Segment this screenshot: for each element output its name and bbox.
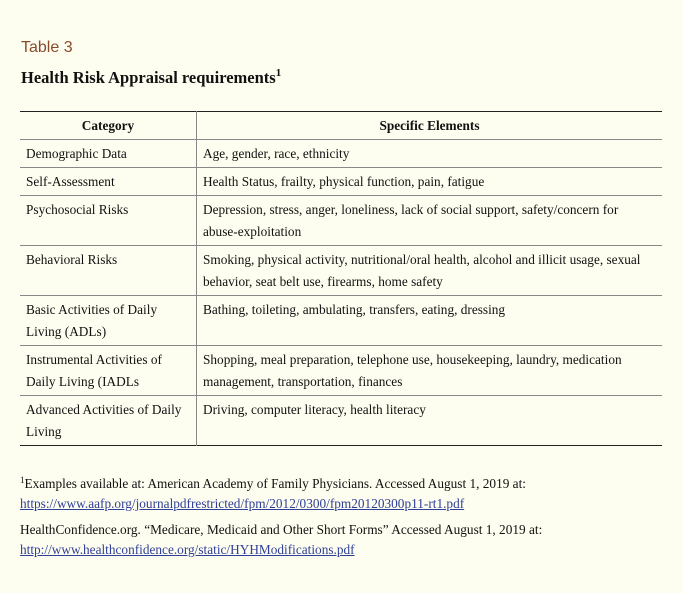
category-cell: Self-Assessment (20, 168, 197, 196)
elements-cell: Depression, stress, anger, loneliness, lack of social support, safety/concern for abuse-exploitation (197, 196, 663, 246)
column-header-specific-elements: Specific Elements (197, 112, 663, 140)
table-row (20, 246, 662, 296)
elements-cell: Driving, computer literacy, health literacy (203, 402, 426, 417)
elements-cell: Shopping, meal preparation, telephone use, housekeeping, laundry, medication management, transportation, finances (197, 346, 663, 396)
footnote-1 (20, 474, 660, 514)
elements-cell: Health Status, frailty, physical function, pain, fatigue (197, 168, 663, 196)
table-title-text: Health Risk Appraisal requirements (21, 68, 276, 87)
table-row (20, 140, 662, 168)
healthconfidence-link[interactable]: http://www.healthconfidence.org/static/HYHModifications.pdf (20, 542, 355, 557)
aafp-link[interactable]: https://www.aafp.org/journalpdfrestricted/fpm/2012/0300/fpm20120300p11-rt1.pdf (20, 496, 465, 511)
health-risk-table (20, 111, 662, 446)
table-row (20, 296, 662, 346)
category-cell: Basic Activities of Daily Living (ADLs) (20, 296, 197, 346)
table-header-row (20, 112, 662, 140)
table-label: Table 3 (21, 39, 73, 56)
elements-cell: Bathing, toileting, ambulating, transfers, eating, dressing (197, 296, 663, 346)
footnote-1-mark: 1 (20, 475, 25, 485)
table-row (20, 396, 662, 446)
elements-cell: Smoking, physical activity, nutritional/oral health, alcohol and illicit usage, sexual behavior, seat belt use, firearms, home safety (197, 246, 663, 296)
table-row (20, 168, 662, 196)
category-cell: Psychosocial Risks (20, 196, 197, 246)
footnote-2-text: HealthConfidence.org. “Medicare, Medicaid and Other Short Forms” Accessed August 1, 2019 at: (20, 522, 543, 537)
table-row (20, 196, 662, 246)
category-cell: Demographic Data (20, 140, 197, 168)
category-cell: Advanced Activities of Daily Living (20, 396, 197, 446)
footnote-1-text: Examples available at: American Academy of Family Physicians. Accessed August 1, 2019 at: (24, 476, 526, 491)
table-title (21, 68, 281, 88)
elements-cell: Age, gender, race, ethnicity (197, 140, 663, 168)
title-footnote-mark[interactable]: 1 (275, 67, 282, 79)
table-row (20, 346, 662, 396)
footnote-2 (20, 520, 660, 560)
category-cell: Behavioral Risks (20, 246, 197, 296)
category-cell: Instrumental Activities of Daily Living (IADLs (20, 346, 197, 396)
column-header-category: Category (20, 112, 197, 140)
